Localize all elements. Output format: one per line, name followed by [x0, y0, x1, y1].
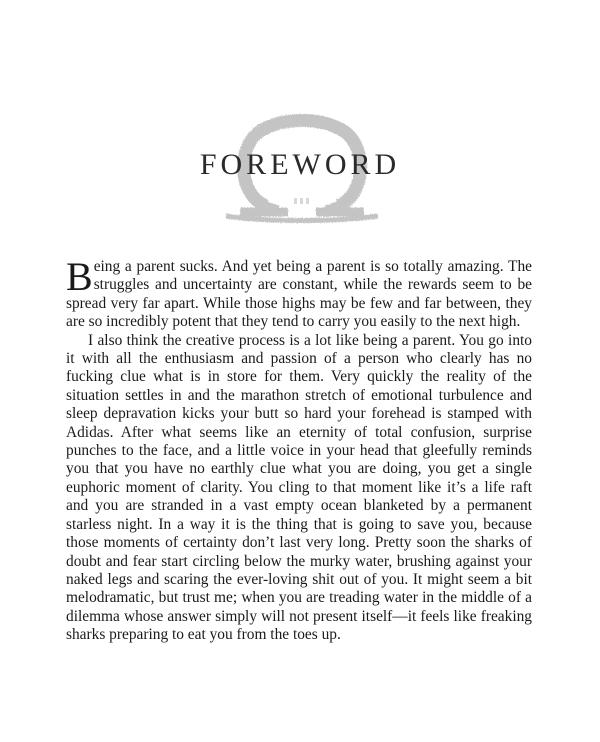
- paragraph-1: [66, 254, 532, 332]
- chapter-title: FOREWORD: [199, 148, 401, 181]
- body-text: [66, 254, 532, 645]
- dropcap: B: [66, 254, 93, 299]
- paragraph-2: I also think the creative process is a lot like being a parent. You go into it with all the enthusiasm and passion of a person who clearly has no fucking clue what is in store for them. Very quickly the reality of the situation settles in and the marathon stretch of emotional turbulence and sleep depravation kicks your butt so hard your forehead is stamped with Adidas. After what seems like an eternity of total confusion, surprise punches to the face, and a little voice in your head that gleefully reminds you that you have no earthly clue what you are doing, you get a single euphoric moment of clarity. You cling to that moment like it’s a life raft and you are stranded in a vast empty ocean blanketed by a permanent starless night. In a way it is the thing that is going to save you, because those moments of certainty don’t last very long. Pretty soon the sharks of doubt and fear start circling below the murky water, brushing against your naked legs and scaring the ever-loving shit out of you. It might seem a bit melodramatic, but trust me; when you are treading water in the middle of a dilemma whose answer simply will not present itself—it feels like freaking sharks preparing to eat you from the toes up.: [66, 331, 532, 644]
- paragraph-1-text: eing a parent sucks. And yet being a parent is so totally amazing. The struggles and uncertainty are constant, while the rewards seem to be spread very far apart. While those highs may be few and far between, they are so incredibly potent that they tend to carry you easily to the next high.: [66, 258, 532, 331]
